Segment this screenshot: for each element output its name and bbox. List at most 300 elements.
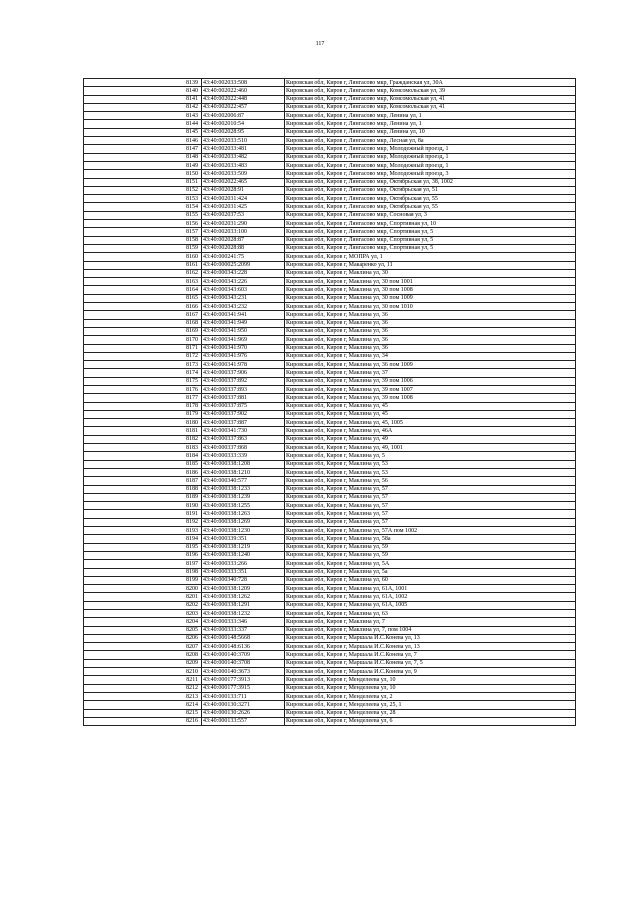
row-number-cell: 8212 bbox=[84, 684, 202, 692]
cadastral-number-cell: 43:40:000340:728 bbox=[202, 576, 285, 584]
cadastral-number-cell: 43:40:000337:875 bbox=[202, 402, 285, 410]
table-row bbox=[84, 344, 576, 352]
table-row bbox=[84, 576, 576, 584]
row-number-cell: 8164 bbox=[84, 286, 202, 294]
cadastral-number-cell: 43:40:000338:1210 bbox=[202, 468, 285, 476]
row-number-cell: 8200 bbox=[84, 585, 202, 593]
cadastral-number-cell: 43:40:000341:970 bbox=[202, 344, 285, 352]
row-number-cell: 8206 bbox=[84, 634, 202, 642]
address-cell: Кировская обл, Киров г, Лянгасово мкр, Октябрьская ул, 55 bbox=[285, 195, 576, 203]
cadastral-number-cell: 43:40:000333:346 bbox=[202, 618, 285, 626]
row-number-cell: 8144 bbox=[84, 120, 202, 128]
table-row bbox=[84, 186, 576, 194]
address-cell: Кировская обл, Киров г, Маршала И.С.Конева ул, 13 bbox=[285, 643, 576, 651]
cadastral-number-cell: 43:40:000337:902 bbox=[202, 410, 285, 418]
cadastral-number-cell: 43:40:000337:893 bbox=[202, 385, 285, 393]
row-number-cell: 8189 bbox=[84, 493, 202, 501]
table-row bbox=[84, 377, 576, 385]
table-row bbox=[84, 153, 576, 161]
table-row bbox=[84, 319, 576, 327]
row-number-cell: 8213 bbox=[84, 692, 202, 700]
table-row bbox=[84, 618, 576, 626]
row-number-cell: 8204 bbox=[84, 618, 202, 626]
row-number-cell: 8167 bbox=[84, 311, 202, 319]
cadastral-number-cell: 43:40:000148:6136 bbox=[202, 643, 285, 651]
row-number-cell: 8195 bbox=[84, 543, 202, 551]
row-number-cell: 8148 bbox=[84, 153, 202, 161]
table-row bbox=[84, 286, 576, 294]
table-row bbox=[84, 626, 576, 634]
row-number-cell: 8190 bbox=[84, 502, 202, 510]
row-number-cell: 8162 bbox=[84, 269, 202, 277]
address-cell: Кировская обл, Киров г, Маршала И.С.Конева ул, 7 bbox=[285, 651, 576, 659]
row-number-cell: 8173 bbox=[84, 361, 202, 369]
row-number-cell: 8151 bbox=[84, 178, 202, 186]
table-row bbox=[84, 253, 576, 261]
table-row bbox=[84, 220, 576, 228]
address-cell: Кировская обл, Киров г, Маклина ул, 49 bbox=[285, 435, 576, 443]
row-number-cell: 8201 bbox=[84, 593, 202, 601]
row-number-cell: 8147 bbox=[84, 145, 202, 153]
address-cell: Кировская обл, Киров г, Маклина ул, 57 bbox=[285, 485, 576, 493]
table-row bbox=[84, 585, 576, 593]
cadastral-number-cell: 43:40:000343:603 bbox=[202, 286, 285, 294]
cadastral-number-cell: 43:40:000338:1209 bbox=[202, 585, 285, 593]
address-cell: Кировская обл, Киров г, Лянгасово мкр, Молодежный проезд, 1 bbox=[285, 161, 576, 169]
table-row bbox=[84, 460, 576, 468]
table-row bbox=[84, 195, 576, 203]
row-number-cell: 8209 bbox=[84, 659, 202, 667]
cadastral-number-cell: 43:40:000337:863 bbox=[202, 435, 285, 443]
address-cell: Кировская обл, Киров г, Маклина ул, 58а bbox=[285, 535, 576, 543]
table-row bbox=[84, 278, 576, 286]
address-cell: Кировская обл, Киров г, Маклина ул, 53 bbox=[285, 460, 576, 468]
table-row bbox=[84, 419, 576, 427]
address-cell: Кировская обл, Киров г, Лянгасово мкр, Ленина ул, 10 bbox=[285, 128, 576, 136]
address-cell: Кировская обл, Киров г, Лянгасово мкр, Спортивная ул, 5 bbox=[285, 228, 576, 236]
cadastral-number-cell: 43:40:000148:5668 bbox=[202, 634, 285, 642]
address-cell: Кировская обл, Киров г, Менделеева ул, 2 bbox=[285, 692, 576, 700]
cadastral-number-cell: 43:40:000338:1233 bbox=[202, 485, 285, 493]
row-number-cell: 8176 bbox=[84, 385, 202, 393]
cadastral-number-cell: 43:40:000343:231 bbox=[202, 294, 285, 302]
cadastral-number-cell: 43:40:000341:950 bbox=[202, 327, 285, 335]
row-number-cell: 8163 bbox=[84, 278, 202, 286]
cadastral-number-cell: 43:40:002033:508 bbox=[202, 79, 285, 87]
table-row bbox=[84, 643, 576, 651]
row-number-cell: 8157 bbox=[84, 228, 202, 236]
row-number-cell: 8140 bbox=[84, 87, 202, 95]
table-row bbox=[84, 435, 576, 443]
cadastral-number-cell: 43:40:000338:1291 bbox=[202, 601, 285, 609]
address-cell: Кировская обл, Киров г, Маклина ул, 36 bbox=[285, 344, 576, 352]
row-number-cell: 8142 bbox=[84, 103, 202, 111]
address-cell: Кировская обл, Киров г, Маклина ул, 57 bbox=[285, 493, 576, 501]
table-row bbox=[84, 717, 576, 725]
row-number-cell: 8154 bbox=[84, 203, 202, 211]
address-cell: Кировская обл, Киров г, Лянгасово мкр, Сосновая ул, 3 bbox=[285, 211, 576, 219]
cadastral-number-cell: 43:40:000340:577 bbox=[202, 477, 285, 485]
address-cell: Кировская обл, Киров г, Маклина ул, 59 bbox=[285, 543, 576, 551]
table-row bbox=[84, 701, 576, 709]
row-number-cell: 8211 bbox=[84, 676, 202, 684]
cadastral-number-cell: 43:40:002006:87 bbox=[202, 112, 285, 120]
table-row bbox=[84, 502, 576, 510]
cadastral-number-cell: 43:40:000337:906 bbox=[202, 369, 285, 377]
row-number-cell: 8199 bbox=[84, 576, 202, 584]
table-row bbox=[84, 236, 576, 244]
table-row bbox=[84, 568, 576, 576]
address-cell: Кировская обл, Киров г, Маклина ул, 36 bbox=[285, 336, 576, 344]
table-row bbox=[84, 527, 576, 535]
row-number-cell: 8174 bbox=[84, 369, 202, 377]
address-cell: Кировская обл, Киров г, Маклина ул, 39 пом 1007 bbox=[285, 385, 576, 393]
cadastral-number-cell: 43:40:002022:457 bbox=[202, 103, 285, 111]
row-number-cell: 8150 bbox=[84, 170, 202, 178]
page-number: 117 bbox=[315, 41, 325, 47]
table-row bbox=[84, 601, 576, 609]
cadastral-number-cell: 43:40:002033:481 bbox=[202, 145, 285, 153]
row-number-cell: 8141 bbox=[84, 95, 202, 103]
row-number-cell: 8210 bbox=[84, 668, 202, 676]
address-cell: Кировская обл, Киров г, Маклина ул, 37 bbox=[285, 369, 576, 377]
cadastral-number-cell: 43:40:000133:557 bbox=[202, 717, 285, 725]
cadastral-number-cell: 43:40:000341:941 bbox=[202, 311, 285, 319]
cadastral-number-cell: 43:40:002022:448 bbox=[202, 95, 285, 103]
address-cell: Кировская обл, Киров г, Маклина ул, 30 пом 1008 bbox=[285, 286, 576, 294]
row-number-cell: 8191 bbox=[84, 510, 202, 518]
table-row bbox=[84, 452, 576, 460]
address-cell: Кировская обл, Киров г, Маклина ул, 61А, 1002 bbox=[285, 593, 576, 601]
cadastral-number-cell: 43:40:000337:868 bbox=[202, 444, 285, 452]
cadastral-number-cell: 43:40:000333:339 bbox=[202, 452, 285, 460]
address-cell: Кировская обл, Киров г, Маклина ул, 39 пом 1008 bbox=[285, 394, 576, 402]
cadastral-number-cell: 43:40:000341:730 bbox=[202, 427, 285, 435]
table-row bbox=[84, 145, 576, 153]
row-number-cell: 8179 bbox=[84, 410, 202, 418]
row-number-cell: 8169 bbox=[84, 327, 202, 335]
address-cell: Кировская обл, Киров г, Маклина ул, 63 bbox=[285, 610, 576, 618]
address-cell: Кировская обл, Киров г, Лянгасово мкр, Спортивная ул, 10 bbox=[285, 220, 576, 228]
cadastral-number-cell: 43:40:000338:1208 bbox=[202, 460, 285, 468]
table-row bbox=[84, 112, 576, 120]
address-cell: Кировская обл, Киров г, Лянгасово мкр, Молодежный проезд, 1 bbox=[285, 145, 576, 153]
cadastral-number-cell: 43:40:000133:711 bbox=[202, 692, 285, 700]
address-cell: Кировская обл, Киров г, Маклина ул, 36 bbox=[285, 311, 576, 319]
table-row bbox=[84, 402, 576, 410]
registry-table bbox=[83, 78, 576, 726]
row-number-cell: 8159 bbox=[84, 244, 202, 252]
table-row bbox=[84, 137, 576, 145]
cadastral-number-cell: 43:40:000241:75 bbox=[202, 253, 285, 261]
cadastral-number-cell: 43:40:000333:337 bbox=[202, 626, 285, 634]
row-number-cell: 8168 bbox=[84, 319, 202, 327]
table-row bbox=[84, 369, 576, 377]
cadastral-number-cell: 43:40:000140:3673 bbox=[202, 668, 285, 676]
cadastral-number-cell: 43:40:002031:424 bbox=[202, 195, 285, 203]
cadastral-number-cell: 43:40:002033:509 bbox=[202, 170, 285, 178]
address-cell: Кировская обл, Киров г, Лянгасово мкр, Октябрьская ул, 38, 1002 bbox=[285, 178, 576, 186]
row-number-cell: 8177 bbox=[84, 394, 202, 402]
table-row bbox=[84, 336, 576, 344]
row-number-cell: 8153 bbox=[84, 195, 202, 203]
cadastral-number-cell: 43:40:000338:1263 bbox=[202, 510, 285, 518]
address-cell: Кировская обл, Киров г, Лянгасово мкр, Октябрьская ул, 51 bbox=[285, 186, 576, 194]
table-row bbox=[84, 327, 576, 335]
cadastral-number-cell: 43:40:002037:53 bbox=[202, 211, 285, 219]
cadastral-number-cell: 43:40:002010:54 bbox=[202, 120, 285, 128]
cadastral-number-cell: 43:40:000130:2626 bbox=[202, 709, 285, 717]
address-cell: Кировская обл, Киров г, Маклина ул, 56 bbox=[285, 477, 576, 485]
table-row bbox=[84, 651, 576, 659]
row-number-cell: 8186 bbox=[84, 468, 202, 476]
cadastral-number-cell: 43:40:000130:3271 bbox=[202, 701, 285, 709]
table-row bbox=[84, 103, 576, 111]
cadastral-number-cell: 43:40:000337:892 bbox=[202, 377, 285, 385]
address-cell: Кировская обл, Киров г, Маклина ул, 57А пом 1002 bbox=[285, 527, 576, 535]
row-number-cell: 8171 bbox=[84, 344, 202, 352]
address-cell: Кировская обл, Киров г, Маклина ул, 45, 1005 bbox=[285, 419, 576, 427]
cadastral-number-cell: 43:40:000338:1219 bbox=[202, 543, 285, 551]
row-number-cell: 8181 bbox=[84, 427, 202, 435]
cadastral-number-cell: 43:40:000343:228 bbox=[202, 269, 285, 277]
address-cell: Кировская обл, Киров г, Маклина ул, 7 bbox=[285, 618, 576, 626]
cadastral-number-cell: 43:40:000177:3915 bbox=[202, 684, 285, 692]
cadastral-number-cell: 43:40:000333:351 bbox=[202, 568, 285, 576]
row-number-cell: 8193 bbox=[84, 527, 202, 535]
table-row bbox=[84, 394, 576, 402]
address-cell: Кировская обл, Киров г, Маклина ул, 61А, 1001 bbox=[285, 585, 576, 593]
address-cell: Кировская обл, Киров г, Маклина ул, 46А bbox=[285, 427, 576, 435]
table-row bbox=[84, 203, 576, 211]
table-row bbox=[84, 634, 576, 642]
row-number-cell: 8184 bbox=[84, 452, 202, 460]
row-number-cell: 8145 bbox=[84, 128, 202, 136]
row-number-cell: 8188 bbox=[84, 485, 202, 493]
table-row bbox=[84, 659, 576, 667]
row-number-cell: 8185 bbox=[84, 460, 202, 468]
address-cell: Кировская обл, Киров г, Маклина ул, 59 bbox=[285, 551, 576, 559]
table-row bbox=[84, 228, 576, 236]
address-cell: Кировская обл, Киров г, Лянгасово мкр, Молодежный проезд, 3 bbox=[285, 170, 576, 178]
address-cell: Кировская обл, Киров г, Менделеева ул, 6 bbox=[285, 717, 576, 725]
table-row bbox=[84, 261, 576, 269]
cadastral-number-cell: 43:40:000341:978 bbox=[202, 361, 285, 369]
address-cell: Кировская обл, Киров г, Маршала И.С.Конева ул, 13 bbox=[285, 634, 576, 642]
cadastral-number-cell: 43:40:000025:2099 bbox=[202, 261, 285, 269]
cadastral-number-cell: 43:40:000338:1269 bbox=[202, 518, 285, 526]
row-number-cell: 8207 bbox=[84, 643, 202, 651]
cadastral-number-cell: 43:40:002028:91 bbox=[202, 186, 285, 194]
address-cell: Кировская обл, Киров г, Маклина ул, 36 пом 1009 bbox=[285, 361, 576, 369]
address-cell: Кировская обл, Киров г, Маклина ул, 7, пом 1004 bbox=[285, 626, 576, 634]
row-number-cell: 8208 bbox=[84, 651, 202, 659]
cadastral-number-cell: 43:40:000338:1240 bbox=[202, 551, 285, 559]
address-cell: Кировская обл, Киров г, Маклина ул, 30 пом 1009 bbox=[285, 294, 576, 302]
row-number-cell: 8196 bbox=[84, 551, 202, 559]
table-row bbox=[84, 244, 576, 252]
address-cell: Кировская обл, Киров г, Маклина ул, 60 bbox=[285, 576, 576, 584]
row-number-cell: 8161 bbox=[84, 261, 202, 269]
row-number-cell: 8182 bbox=[84, 435, 202, 443]
cadastral-number-cell: 43:40:000338:1230 bbox=[202, 527, 285, 535]
table-row bbox=[84, 593, 576, 601]
cadastral-number-cell: 43:40:002028:95 bbox=[202, 128, 285, 136]
table-row bbox=[84, 510, 576, 518]
table-row bbox=[84, 427, 576, 435]
address-cell: Кировская обл, Киров г, Лянгасово мкр, Комсомольская ул, 39 bbox=[285, 87, 576, 95]
cadastral-number-cell: 43:40:002022:460 bbox=[202, 87, 285, 95]
table-row bbox=[84, 444, 576, 452]
address-cell: Кировская обл, Киров г, Маклина ул, 39 пом 1006 bbox=[285, 377, 576, 385]
address-cell: Кировская обл, Киров г, Менделеева ул, 25, 1 bbox=[285, 701, 576, 709]
cadastral-number-cell: 43:40:000338:1232 bbox=[202, 610, 285, 618]
table-row bbox=[84, 170, 576, 178]
table-row bbox=[84, 120, 576, 128]
row-number-cell: 8202 bbox=[84, 601, 202, 609]
table-row bbox=[84, 385, 576, 393]
cadastral-number-cell: 43:40:002031:290 bbox=[202, 220, 285, 228]
row-number-cell: 8139 bbox=[84, 79, 202, 87]
cadastral-number-cell: 43:40:000343:232 bbox=[202, 303, 285, 311]
address-cell: Кировская обл, Киров г, Маклина ул, 30 bbox=[285, 269, 576, 277]
table-row bbox=[84, 79, 576, 87]
cadastral-number-cell: 43:40:000140:3709 bbox=[202, 651, 285, 659]
row-number-cell: 8175 bbox=[84, 377, 202, 385]
row-number-cell: 8180 bbox=[84, 419, 202, 427]
address-cell: Кировская обл, Киров г, Лянгасово мкр, Спортивная ул, 5 bbox=[285, 236, 576, 244]
address-cell: Кировская обл, Киров г, Лянгасово мкр, Молодежный проезд, 1 bbox=[285, 153, 576, 161]
table-row bbox=[84, 668, 576, 676]
table-row bbox=[84, 535, 576, 543]
row-number-cell: 8215 bbox=[84, 709, 202, 717]
address-cell: Кировская обл, Киров г, Маклина ул, 5А bbox=[285, 560, 576, 568]
table-row bbox=[84, 543, 576, 551]
table-row bbox=[84, 518, 576, 526]
table-row bbox=[84, 294, 576, 302]
table-row bbox=[84, 311, 576, 319]
table-row bbox=[84, 709, 576, 717]
row-number-cell: 8160 bbox=[84, 253, 202, 261]
table-row bbox=[84, 87, 576, 95]
row-number-cell: 8172 bbox=[84, 352, 202, 360]
row-number-cell: 8203 bbox=[84, 610, 202, 618]
cadastral-number-cell: 43:40:002033:100 bbox=[202, 228, 285, 236]
address-cell: Кировская обл, Киров г, Маклина ул, 45 bbox=[285, 410, 576, 418]
address-cell: Кировская обл, Киров г, Маклина ул, 57 bbox=[285, 518, 576, 526]
row-number-cell: 8183 bbox=[84, 444, 202, 452]
row-number-cell: 8156 bbox=[84, 220, 202, 228]
table-row bbox=[84, 676, 576, 684]
table-row bbox=[84, 551, 576, 559]
cadastral-number-cell: 43:40:000341:969 bbox=[202, 336, 285, 344]
table-row bbox=[84, 211, 576, 219]
row-number-cell: 8170 bbox=[84, 336, 202, 344]
cadastral-number-cell: 43:40:000337:881 bbox=[202, 394, 285, 402]
address-cell: Кировская обл, Киров г, Лянгасово мкр, Спортивная ул, 5 bbox=[285, 244, 576, 252]
row-number-cell: 8198 bbox=[84, 568, 202, 576]
address-cell: Кировская обл, Киров г, Менделеева ул, 10 bbox=[285, 684, 576, 692]
cadastral-number-cell: 43:40:000338:1239 bbox=[202, 493, 285, 501]
address-cell: Кировская обл, Киров г, Лянгасово мкр, Гражданская ул, 30А bbox=[285, 79, 576, 87]
address-cell: Кировская обл, Киров г, Маклина ул, 57 bbox=[285, 510, 576, 518]
row-number-cell: 8194 bbox=[84, 535, 202, 543]
table-row bbox=[84, 128, 576, 136]
row-number-cell: 8205 bbox=[84, 626, 202, 634]
address-cell: Кировская обл, Киров г, Макаренко ул, 11 bbox=[285, 261, 576, 269]
address-cell: Кировская обл, Киров г, Маклина ул, 30 пом 1001 bbox=[285, 278, 576, 286]
address-cell: Кировская обл, Киров г, Лянгасово мкр, Ленина ул, 1 bbox=[285, 112, 576, 120]
table-row bbox=[84, 468, 576, 476]
row-number-cell: 8178 bbox=[84, 402, 202, 410]
table-row bbox=[84, 303, 576, 311]
address-cell: Кировская обл, Киров г, Менделеева ул, 28 bbox=[285, 709, 576, 717]
cadastral-number-cell: 43:40:000339:351 bbox=[202, 535, 285, 543]
address-cell: Кировская обл, Киров г, Маклина ул, 53 bbox=[285, 468, 576, 476]
address-cell: Кировская обл, Киров г, Маршала И.С.Конева ул, 9 bbox=[285, 668, 576, 676]
table-row bbox=[84, 410, 576, 418]
cadastral-number-cell: 43:40:000337:887 bbox=[202, 419, 285, 427]
cadastral-number-cell: 43:40:000341:976 bbox=[202, 352, 285, 360]
cadastral-number-cell: 43:40:002022:465 bbox=[202, 178, 285, 186]
address-cell: Кировская обл, Киров г, Лянгасово мкр, Ленина ул, 1 bbox=[285, 120, 576, 128]
address-cell: Кировская обл, Киров г, Маршала И.С.Конева ул, 7, 5 bbox=[285, 659, 576, 667]
address-cell: Кировская обл, Киров г, Лянгасово мкр, Октябрьская ул, 55 bbox=[285, 203, 576, 211]
cadastral-number-cell: 43:40:002033:483 bbox=[202, 161, 285, 169]
row-number-cell: 8143 bbox=[84, 112, 202, 120]
cadastral-number-cell: 43:40:000338:1255 bbox=[202, 502, 285, 510]
address-cell: Кировская обл, Киров г, Маклина ул, 5а bbox=[285, 568, 576, 576]
registry-table-body bbox=[84, 79, 576, 726]
address-cell: Кировская обл, Киров г, Маклина ул, 36 bbox=[285, 327, 576, 335]
table-row bbox=[84, 178, 576, 186]
table-row bbox=[84, 161, 576, 169]
cadastral-number-cell: 43:40:002028:88 bbox=[202, 244, 285, 252]
address-cell: Кировская обл, Киров г, Лянгасово мкр, Комсомольская ул, 41 bbox=[285, 103, 576, 111]
cadastral-number-cell: 43:40:002033:482 bbox=[202, 153, 285, 161]
table-row bbox=[84, 352, 576, 360]
row-number-cell: 8216 bbox=[84, 717, 202, 725]
table-row bbox=[84, 95, 576, 103]
row-number-cell: 8158 bbox=[84, 236, 202, 244]
address-cell: Кировская обл, Киров г, Менделеева ул, 10 bbox=[285, 676, 576, 684]
table-row bbox=[84, 269, 576, 277]
table-row bbox=[84, 477, 576, 485]
address-cell: Кировская обл, Киров г, Маклина ул, 45 bbox=[285, 402, 576, 410]
cadastral-number-cell: 43:40:000341:949 bbox=[202, 319, 285, 327]
cadastral-number-cell: 43:40:002028:87 bbox=[202, 236, 285, 244]
address-cell: Кировская обл, Киров г, Маклина ул, 34 bbox=[285, 352, 576, 360]
table-row bbox=[84, 692, 576, 700]
address-cell: Кировская обл, Киров г, МОПРА ул, 1 bbox=[285, 253, 576, 261]
cadastral-number-cell: 43:40:000338:1262 bbox=[202, 593, 285, 601]
row-number-cell: 8187 bbox=[84, 477, 202, 485]
row-number-cell: 8214 bbox=[84, 701, 202, 709]
table-row bbox=[84, 361, 576, 369]
cadastral-number-cell: 43:40:000177:3913 bbox=[202, 676, 285, 684]
address-cell: Кировская обл, Киров г, Лянгасово мкр, Лесная ул, 8а bbox=[285, 137, 576, 145]
row-number-cell: 8146 bbox=[84, 137, 202, 145]
row-number-cell: 8192 bbox=[84, 518, 202, 526]
row-number-cell: 8197 bbox=[84, 560, 202, 568]
address-cell: Кировская обл, Киров г, Лянгасово мкр, Комсомольская ул, 41 bbox=[285, 95, 576, 103]
address-cell: Кировская обл, Киров г, Маклина ул, 36 bbox=[285, 319, 576, 327]
row-number-cell: 8152 bbox=[84, 186, 202, 194]
table-row bbox=[84, 493, 576, 501]
table-row bbox=[84, 485, 576, 493]
row-number-cell: 8155 bbox=[84, 211, 202, 219]
cadastral-number-cell: 43:40:000343:226 bbox=[202, 278, 285, 286]
